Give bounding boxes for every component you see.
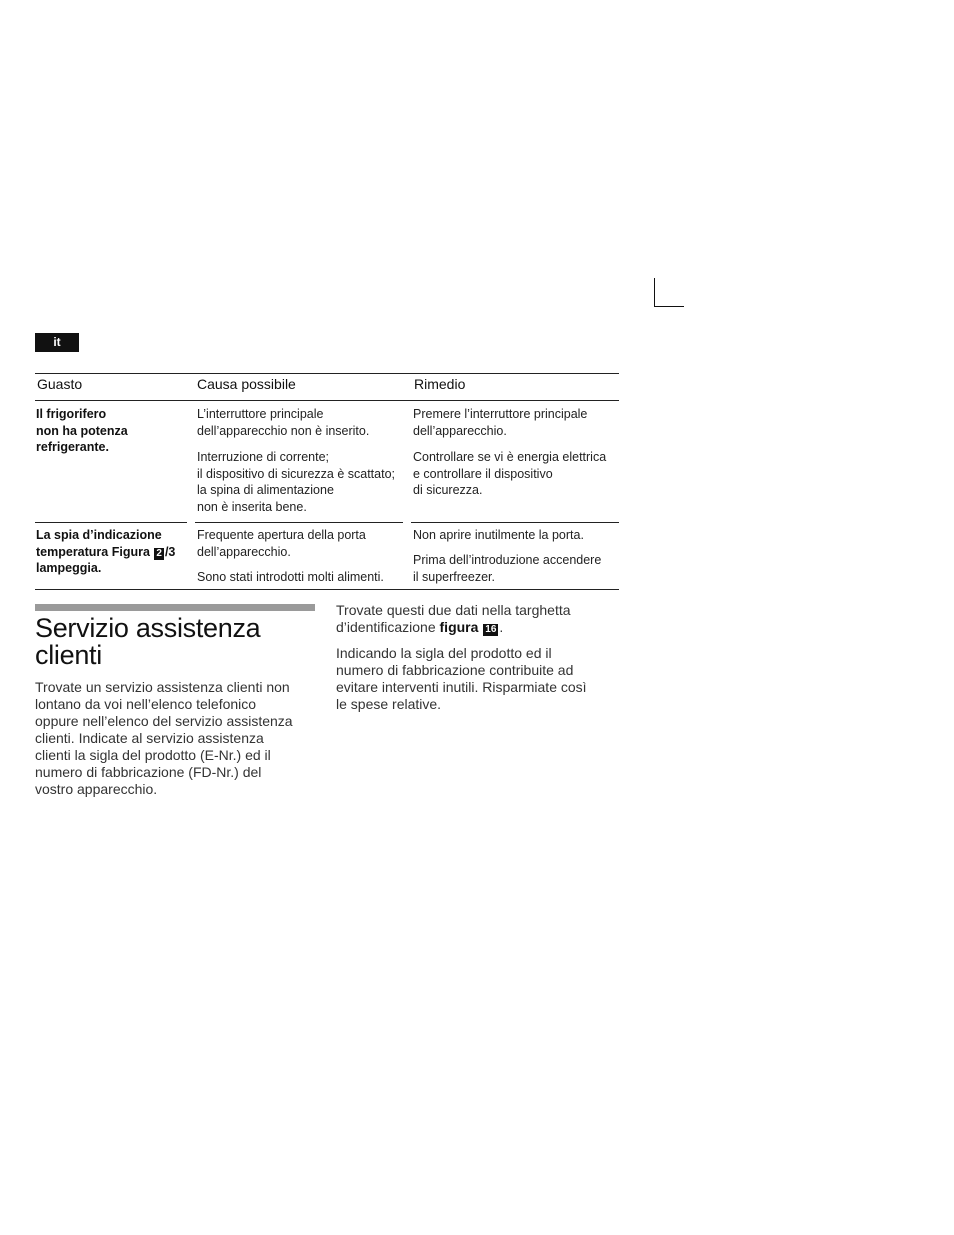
paragraph-line: lontano da voi nell’elenco telefonico	[35, 696, 257, 712]
remedy-line: Controllare se vi è energia elettrica	[413, 450, 607, 464]
header-causa: Causa possibile	[197, 376, 296, 392]
paragraph-text: .	[499, 619, 504, 635]
figure-label: figura	[439, 619, 479, 635]
cause-1b	[197, 449, 395, 515]
paragraph-line: evitare interventi inutili. Risparmiate così	[336, 679, 587, 695]
cause-2b: Sono stati introdotti molti alimenti.	[197, 570, 384, 584]
row-rule-fault	[35, 522, 187, 523]
remedy-line: e controllare il dispositivo	[413, 466, 553, 481]
header-guasto: Guasto	[37, 376, 83, 392]
remedy-1a	[413, 406, 587, 439]
fault-2-line: lampeggia.	[36, 561, 102, 575]
language-badge: it	[35, 333, 79, 352]
fault-1	[36, 406, 128, 456]
cause-2a	[197, 527, 366, 560]
paragraph-line: clienti. Indicate al servizio assistenza	[35, 730, 264, 746]
remedy-line: Premere l’interruttore principale	[413, 407, 588, 421]
header-rimedio: Rimedio	[414, 376, 466, 392]
fault-1-line: Il frigorifero	[36, 407, 107, 421]
section-divider-bar	[35, 604, 315, 611]
remedy-line: dell’apparecchio.	[413, 423, 507, 438]
paragraph-line: oppure nell’elenco del servizio assistenza	[35, 713, 293, 729]
table-bottom-rule	[35, 589, 619, 590]
paragraph-line: le spese relative.	[336, 696, 442, 712]
remedy-line: Prima dell’introduzione accendere	[413, 553, 602, 567]
crop-mark	[654, 278, 684, 307]
fault-2-line: La spia d’indicazione	[36, 528, 162, 542]
intro-paragraph	[35, 679, 320, 798]
fault-2-text: /3	[164, 544, 176, 559]
paragraph-line: numero di fabbricazione contribuite ad	[336, 662, 574, 678]
benefit-paragraph	[336, 645, 616, 713]
fault-1-line: non ha potenza	[36, 423, 128, 438]
nameplate-paragraph	[336, 602, 616, 636]
paragraph-line: vostro apparecchio.	[35, 781, 158, 797]
cause-line: la spina di alimentazione	[197, 483, 334, 497]
fault-2-line	[36, 544, 175, 561]
remedy-line: il superfreezer.	[413, 569, 495, 584]
cause-1a	[197, 406, 369, 439]
fault-2-text: temperatura Figura	[36, 544, 154, 559]
remedy-1b	[413, 449, 606, 499]
cause-line: non è inserita bene.	[197, 499, 307, 514]
fault-2	[36, 527, 175, 577]
section-title: Servizio assistenza clienti	[35, 613, 261, 670]
paragraph-line: numero di fabbricazione (FD-Nr.) del	[35, 764, 262, 780]
paragraph-line: Trovate un servizio assistenza clienti non	[35, 679, 290, 695]
cause-line: L’interruttore principale	[197, 407, 324, 421]
remedy-line: di sicurezza.	[413, 483, 483, 497]
paragraph-line: clienti la sigla del prodotto (E-Nr.) ed il	[35, 747, 271, 763]
paragraph-line: Indicando la sigla del prodotto ed il	[336, 645, 552, 661]
cause-line: Frequente apertura della porta	[197, 528, 366, 542]
fault-1-line: refrigerante.	[36, 440, 109, 454]
remedy-2b	[413, 552, 601, 585]
row-rule-cause	[195, 522, 403, 523]
paragraph-line: Trovate questi due dati nella targhetta	[336, 602, 571, 618]
cause-line: dell’apparecchio.	[197, 544, 291, 559]
cause-line: dell’apparecchio non è inserito.	[197, 423, 370, 438]
paragraph-line	[336, 619, 616, 636]
figure-reference-icon: 16	[485, 624, 497, 635]
figure-reference-icon: 2	[156, 547, 162, 559]
header-rule	[35, 400, 619, 401]
remedy-2a: Non aprire inutilmente la porta.	[413, 528, 584, 542]
table-top-rule	[35, 373, 619, 374]
row-rule-remedy	[411, 522, 619, 523]
paragraph-text: d’identificazione	[336, 619, 440, 635]
cause-line: il dispositivo di sicurezza è scattato;	[197, 466, 396, 481]
cause-line: Interruzione di corrente;	[197, 450, 330, 464]
